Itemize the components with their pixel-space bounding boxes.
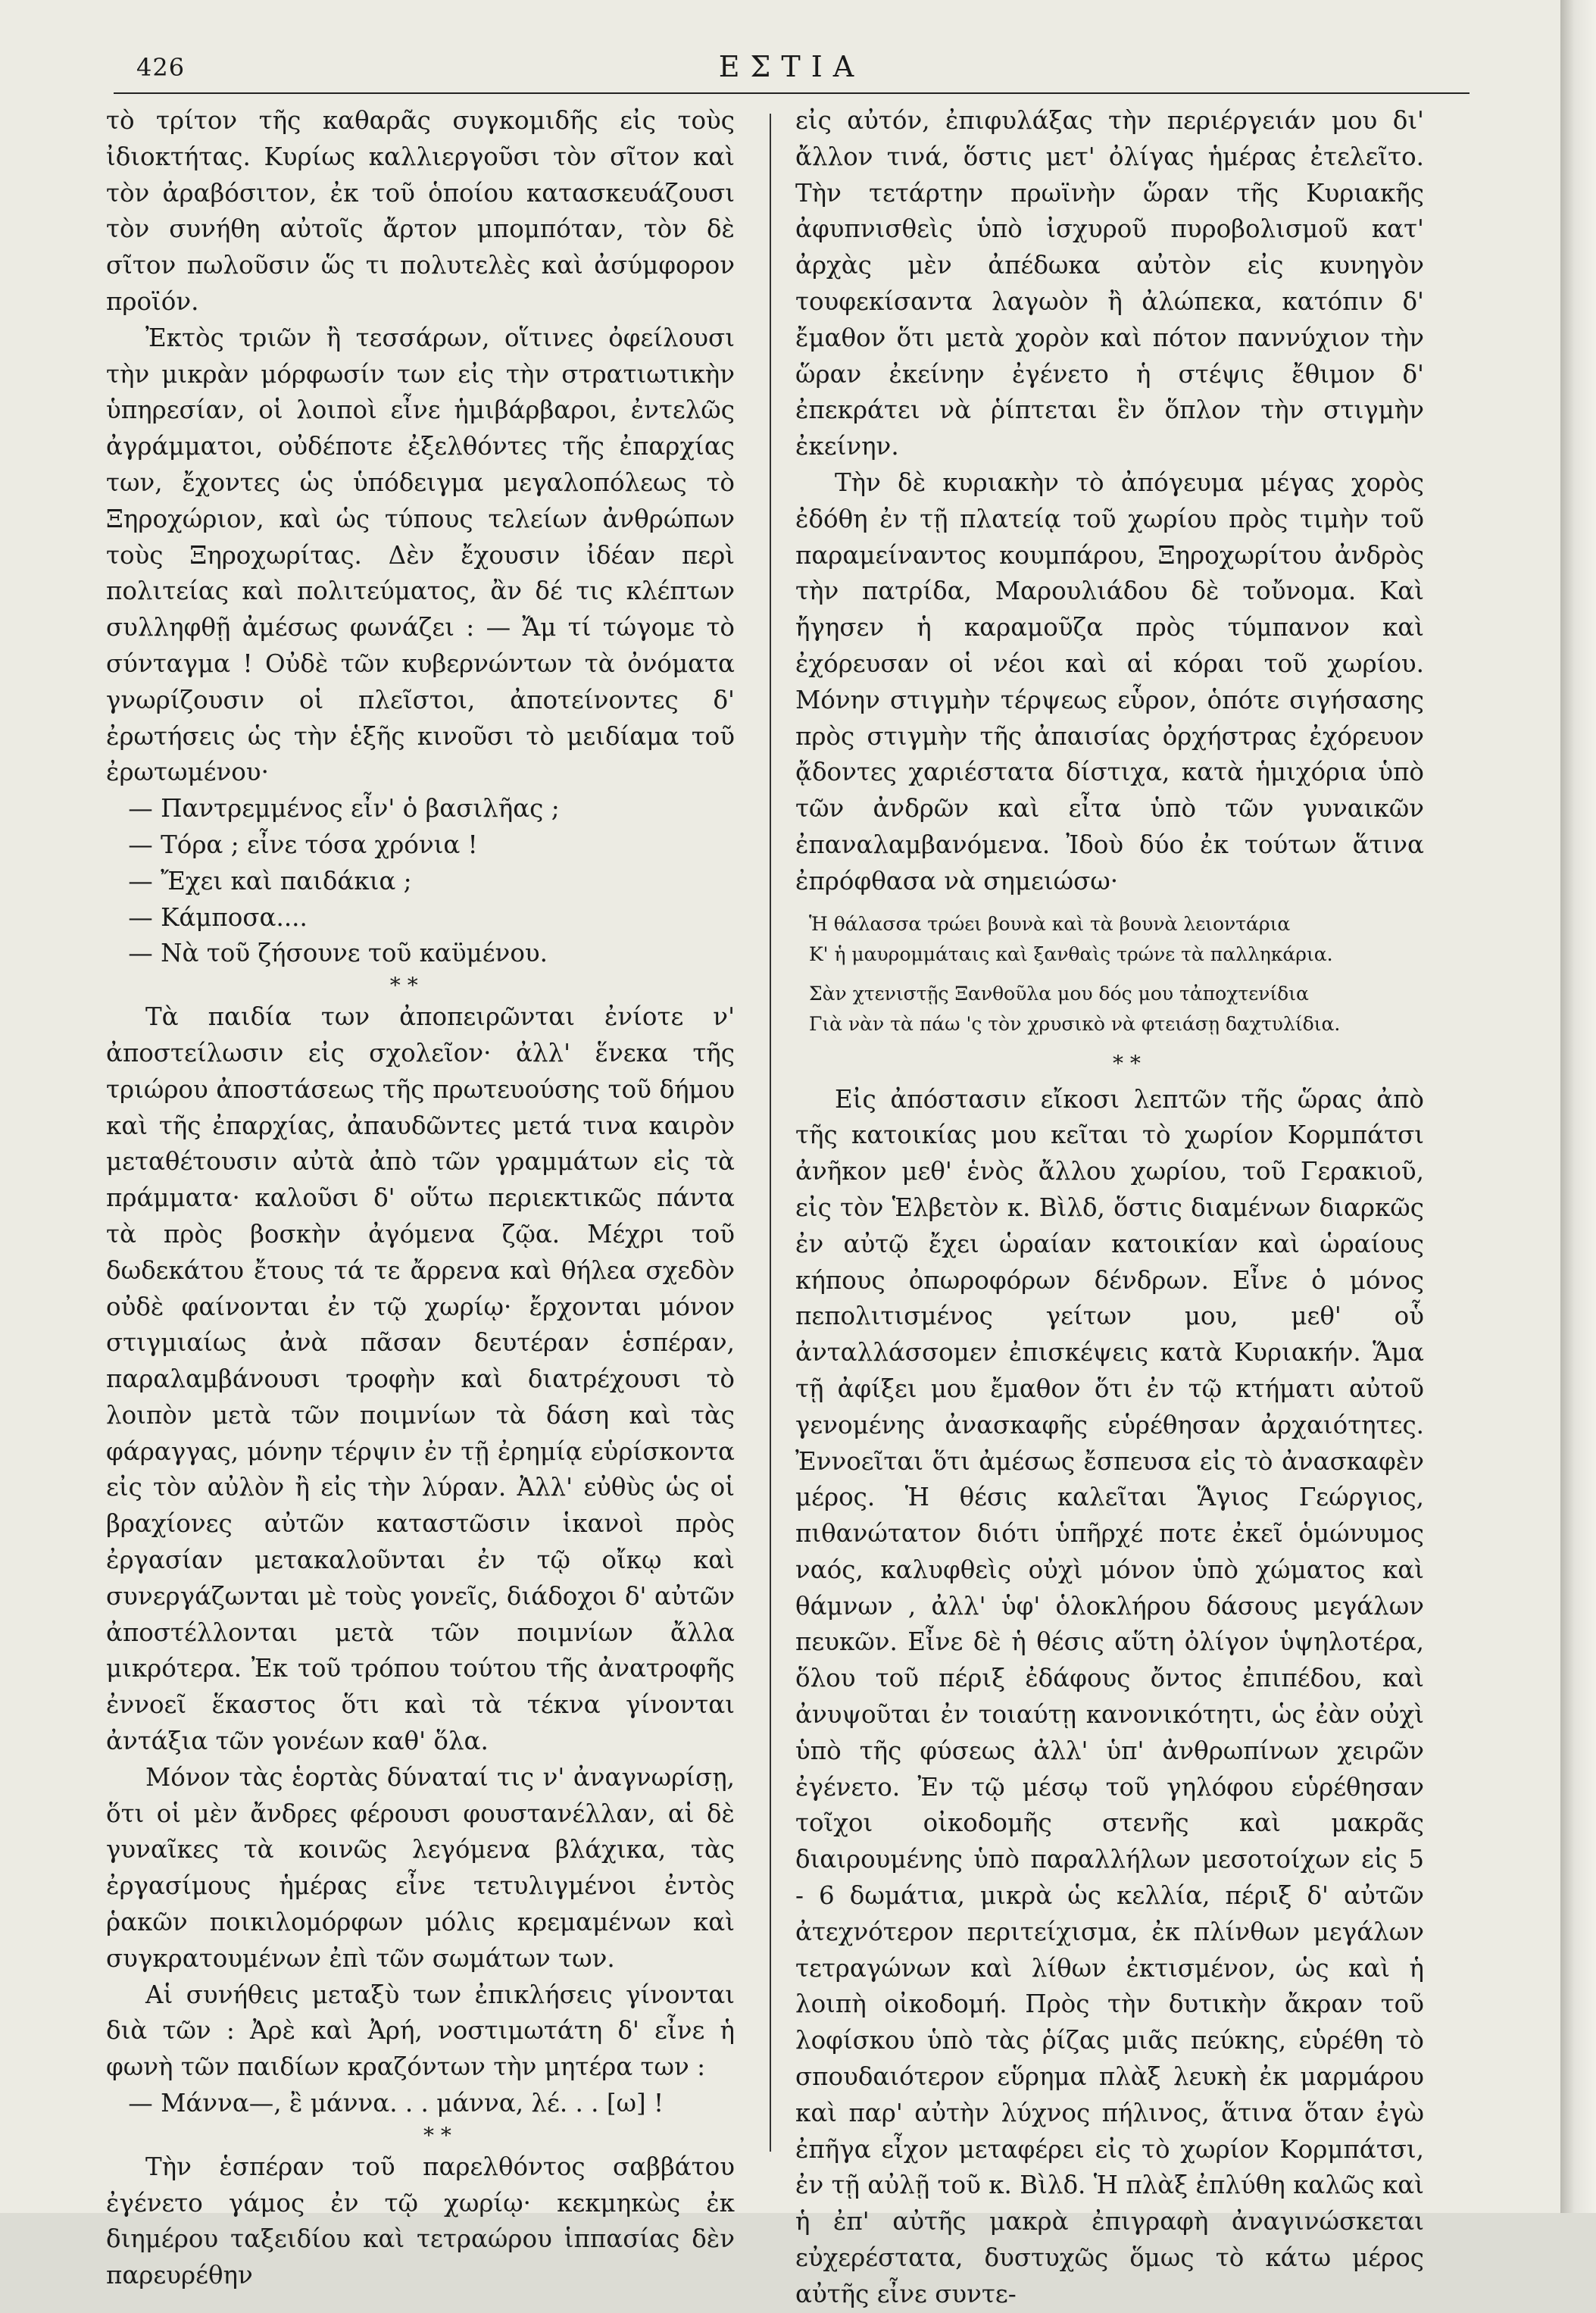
song-verse: Κ' ἡ μαυρομμάταις καὶ ξανθαὶς τρώνε τὰ παλληκάρια.: [809, 942, 1333, 965]
section-separator: * *: [389, 973, 418, 999]
dialogue-line: — Ἔχει καὶ παιδάκια ;: [128, 866, 412, 896]
song-verse: Ἡ θάλασσα τρώει βουνὰ καὶ τὰ βουνὰ λειοντάρια: [809, 912, 1291, 935]
paragraph: Αἱ συνήθεις μεταξὺ των ἐπικλήσεις γίνονται διὰ τῶν : Ἀρὲ καὶ Ἀρή, νοστιμωτάτη δ' εἶνε ἡ φωνὴ τῶν παιδίων κραζόντων τὴν μητέρα των :: [106, 1980, 735, 2082]
paragraph: τὸ τρίτον τῆς καθαρᾶς συγκομιδῆς εἰς τοὺς ἰδιοκτήτας. Κυρίως καλλιεργοῦσι τὸν σῖτον καὶ τὸν ἀραβόσιτον, ἐκ τοῦ ὁποίου κατασκευάζουσι τὸν συνήθη αὐτοῖς ἄρτον μπομπόταν, τὸν δὲ σῖτον πωλοῦσιν ὥς τι πολυτελὲς καὶ ἀσύμφορον προϊόν.: [106, 106, 735, 316]
dialogue-line: — Μάννα—, ἒ μάννα. . . μάννα, λέ. . . [ω] !: [128, 2089, 664, 2118]
page-header: [114, 47, 1470, 92]
folk-song: [795, 909, 1424, 1039]
paragraph: Τὴν δὲ κυριακὴν τὸ ἀπόγευμα μέγας χορὸς ἐδόθη ἐν τῇ πλατείᾳ τοῦ χωρίου πρὸς τιμὴν τοῦ παραμείναντος κουμπάρου, Ξηροχωρίτου ἀνδρὸς τὴν πατρίδα, Μαρουλιάδου δὲ τοὔνομα. Καὶ ἤγησεν ἡ καραμοῦζα πρὸς τύμπανον καὶ ἐχόρευσαν οἱ νέοι καὶ αἱ κόραι τοῦ χωρίου. Μόνην στιγμὴν τέρψεως εὗρον, ὁπότε σιγήσασης πρὸς στιγμὴν τῆς ἀπαισίας ὀρχήστρας ἐχόρευον ᾄδοντες χαριέστατα δίστιχα, κατὰ ἡμιχόρια ὑπὸ τῶν ἀνδρῶν καὶ εἶτα ὑπὸ τῶν γυναικῶν ἐπαναλαμβανόμενα. Ἰδοὺ δύο ἐκ τούτων ἅτινα ἐπρόφθασα νὰ σημειώσω·: [795, 467, 1424, 896]
dialogue-line: — Νὰ τοῦ ζήσουνε τοῦ καϋμένου.: [128, 939, 548, 968]
song-verse: Γιὰ νὰν τὰ πάω 'ς τὸν χρυσικὸ νὰ φτειάσῃ δαχτυλίδια.: [809, 1012, 1341, 1035]
song-verse: Σὰν χτενιστῇς Ξανθοῦλα μου δός μου τἀποχτενίδια: [809, 982, 1309, 1005]
paragraph: Ἐκτὸς τριῶν ἢ τεσσάρων, οἵτινες ὀφείλουσι τὴν μικρὰν μόρφωσίν των εἰς τὴν στρατιωτικὴν ὑπηρεσίαν, οἱ λοιποὶ εἶνε ἡμιβάρβαροι, ἐντελῶς ἀγράμματοι, οὐδέποτε ἐξελθόντες τῆς ἐπαρχίας των, ἔχοντες ὡς ὑπόδειγμα μεγαλοπόλεως τὸ Ξηροχώριον, καὶ ὡς τύπους τελείων ἀνθρώπων τοὺς Ξηροχωρίτας. Δὲν ἔχουσιν ἰδέαν περὶ πολιτείας καὶ πολιτεύματος, ἂν δέ τις κλέπτων συλληφθῇ ἀμέσως φωνάζει : — Ἄμ τί τώγομε τὸ σύνταγμα ! Οὐδὲ τῶν κυβερνώντων τὰ ὀνόματα γνωρίζουσιν οἱ πλεῖστοι, ἀποτείνοντες δ' ἐρωτήσεις ὡς τὴν ἑξῆς κινοῦσι τὸ μειδίαμα τοῦ ἐρωτωμένου·: [106, 323, 735, 787]
dialogue-line: — Τόρα ; εἶνε τόσα χρόνια !: [128, 830, 478, 859]
left-column: [106, 103, 735, 2294]
paragraph: Εἰς ἀπόστασιν εἴκοσι λεπτῶν τῆς ὥρας ἀπὸ τῆς κατοικίας μου κεῖται τὸ χωρίον Κορμπάτσι ἀνῆκον μεθ' ἑνὸς ἄλλου χωρίου, τοῦ Γερακιοῦ, εἰς τὸν Ἑλβετὸν κ. Βὶλδ, ὅστις διαμένων διαρκῶς ἐν αὐτῷ ἔχει ὡραίαν κατοικίαν καὶ ὡραίους κήπους ὀπωροφόρων δένδρων. Εἶνε ὁ μόνος πεπολιτισμένος γείτων μου, μεθ' οὗ ἀνταλλάσσομεν ἐπισκέψεις κατὰ Κυριακήν. Ἅμα τῇ ἀφίξει μου ἔμαθον ὅτι ἐν τῷ κτήματι αὐτοῦ γενομένης ἀνασκαφῆς εὑρέθησαν ἀρχαιότητες. Ἐννοεῖται ὅτι ἀμέσως ἔσπευσα εἰς τὸ ἀνασκαφὲν μέρος. Ἡ θέσις καλεῖται Ἅγιος Γεώργιος, πιθανώτατον διότι ὑπῆρχέ ποτε ἐκεῖ ὁμώνυμος ναός, καλυφθεὶς οὐχὶ μόνον ὑπὸ χώματος καὶ θάμνων , ἀλλ' ὑφ' ὁλοκλήρου δάσους μεγάλων πευκῶν. Εἶνε δὲ ἡ θέσις αὕτη ὀλίγον ὑψηλοτέρα, ὅλου τοῦ πέριξ ἐδάφους ὄντος ἐπιπέδου, καὶ ἀνυψοῦται ἐν τοιαύτῃ κανονικότητι, ὡς ἐὰν οὐχὶ ὑπὸ τῆς φύσεως ἀλλ' ὑπ' ἀνθρωπίνων χειρῶν ἐγένετο. Ἐν τῷ μέσῳ τοῦ γηλόφου εὑρέθησαν τοῖχοι οἰκοδομῆς στενῆς καὶ μακρᾶς διαιρουμένης ὑπὸ παραλλήλων μεσοτοίχων εἰς 5 - 6 δωμάτια, μικρὰ ὡς κελλία, πέριξ δ' αὐτῶν ἀτεχνότερον περιτείχισμα, ἐκ πλίνθων μεγάλων τετραγώνων καὶ λίθων ἐκτισμένον, ὡς καὶ ἡ λοιπὴ οἰκοδομή. Πρὸς τὴν δυτικὴν ἄκραν τοῦ λοφίσκου ὑπὸ τὰς ῥίζας μιᾶς πεύκης, εὑρέθη τὸ σπουδαιότερον εὕρημα πλὰξ λευκὴ ἐκ μαρμάρου καὶ παρ' αὐτὴν λύχνος πήλινος, ἅτινα ὅταν ἐγὼ ἐπῆγα εἶχον μεταφέρει εἰς τὸ χωρίον Κορμπάτσι, ἐν τῇ αὐλῇ τοῦ κ. Βὶλδ. Ἡ πλὰξ ἐπλύθη καλῶς καὶ ἡ ἐπ' αὐτῆς μακρὰ ἐπιγραφὴ ἀναγινώσκεται εὐχερέστατα, δυστυχῶς ὅμως τὸ κάτω μέρος αὐτῆς εἶνε συντε-: [795, 1084, 1424, 2308]
binding-edge: [1560, 0, 1596, 2213]
section-separator: * *: [423, 2122, 451, 2148]
header-rule: [114, 92, 1470, 94]
right-column: [795, 103, 1424, 2313]
dialogue-line: — Κάμποσα....: [128, 902, 308, 932]
running-title: ΕΣΤΙΑ: [718, 50, 865, 83]
paragraph: Τὴν ἑσπέραν τοῦ παρελθόντος σαββάτου ἐγένετο γάμος ἐν τῷ χωρίῳ· κεκμηκὼς ἐκ διημέρου ταξειδίου καὶ τετραώρου ἱππασίας δὲν παρευρέθην: [106, 2152, 735, 2290]
paragraph: Τὰ παιδία των ἀποπειρῶνται ἐνίοτε ν' ἀποστείλωσιν εἰς σχολεῖον· ἀλλ' ἕνεκα τῆς τριώρου ἀποστάσεως τῆς πρωτευούσης τοῦ δήμου καὶ τῆς ἐπαρχίας, ἀπαυδῶντες μετά τινα καιρὸν μεταθέτουσιν αὐτὰ ἀπὸ τῶν γραμμάτων εἰς τὰ πράμματα· καλοῦσι δ' οὕτω περιεκτικῶς πάντα τὰ πρὸς βοσκὴν ἀγόμενα ζῷα. Μέχρι τοῦ δωδεκάτου ἔτους τά τε ἄρρενα καὶ θήλεα σχεδὸν οὐδὲ φαίνονται ἐν τῷ χωρίῳ· ἔρχονται μόνον στιγμιαίως ἀνὰ πᾶσαν δευτέραν ἑσπέραν, παραλαμβάνουσι τροφὴν καὶ διατρέχουσι τὸ λοιπὸν μετὰ τῶν ποιμνίων τὰ δάση καὶ τὰς φάραγγας, μόνην τέρψιν ἐν τῇ ἐρημίᾳ εὑρίσκοντα εἰς τὸν αὐλὸν ἢ εἰς τὴν λύραν. Ἀλλ' εὐθὺς ὡς οἱ βραχίονες αὐτῶν καταστῶσιν ἱκανοὶ πρὸς ἐργασίαν μετακαλοῦνται ἐν τῷ οἴκῳ καὶ συνεργάζωνται μὲ τοὺς γονεῖς, διάδοχοι δ' αὐτῶν ἀποστέλλονται μετὰ τῶν ποιμνίων ἄλλα μικρότερα. Ἐκ τοῦ τρόπου τούτου τῆς ἀνατροφῆς ἐννοεῖ ἕκαστος ὅτι καὶ τὰ τέκνα γίνονται ἀντάξια τῶν γονέων καθ' ὅλα.: [106, 1002, 735, 1756]
section-separator: * *: [1112, 1050, 1141, 1076]
paragraph: εἰς αὐτόν, ἐπιφυλάξας τὴν περιέργειάν μου δι' ἄλλον τινά, ὅστις μετ' ὀλίγας ἡμέρας ἐτελεῖτο. Τὴν τετάρτην πρωϊνὴν ὥραν τῆς Κυριακῆς ἀφυπνισθεὶς ὑπὸ ἰσχυροῦ πυροβολισμοῦ κατ' ἀρχὰς μὲν ἀπέδωκα αὐτὸν εἰς κυνηγὸν τουφεκίσαντα λαγωὸν ἢ ἀλώπεκα, κατόπιν δ' ἔμαθον ὅτι μετὰ χορὸν καὶ πότον παννύχιον τὴν ὥραν ἐκείνην ἐγένετο ἡ στέψις ἔθιμον δ' ἐπεκράτει νὰ ῥίπτεται ἓν ὅπλον τὴν στιγμὴν ἐκείνην.: [795, 106, 1424, 461]
page-number: 426: [136, 53, 186, 82]
paragraph: Μόνον τὰς ἑορτὰς δύναταί τις ν' ἀναγνωρίσῃ, ὅτι οἱ μὲν ἄνδρες φέρουσι φουστανέλλαν, αἱ δὲ γυναῖκες τὰ κοινῶς λεγόμενα βλάχικα, τὰς ἐργασίμους ἡμέρας εἶνε τετυλιγμένοι ἐντὸς ῥακῶν ποικιλομόρφων μόλις κρεμαμένων καὶ συγκρατουμένων ἐπὶ τῶν σωμάτων των.: [106, 1762, 735, 1973]
dialogue-line: — Παντρεμμένος εἶν' ὁ βασιλῆας ;: [128, 794, 560, 824]
column-rule: [770, 114, 771, 2152]
